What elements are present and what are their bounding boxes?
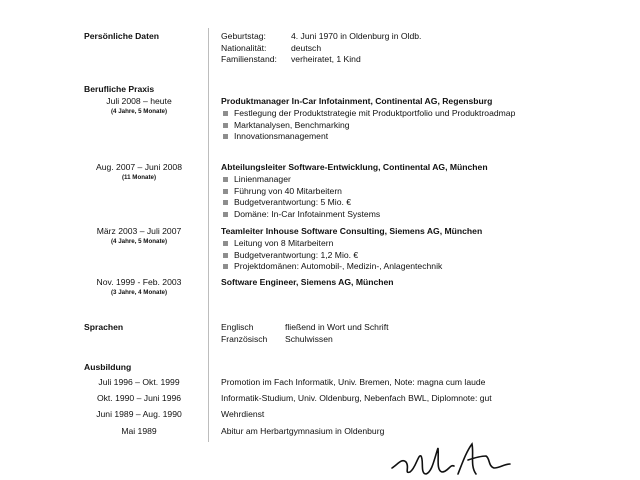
section-title-personal: Persönliche Daten (84, 31, 159, 41)
list-item (221, 186, 561, 198)
job-title: Teamleiter Inhouse Software Consulting, Siemens AG, München (221, 226, 483, 236)
language-name: Englisch (221, 322, 254, 332)
list-item (221, 250, 561, 262)
job-duration: (3 Jahre, 4 Monate) (110, 289, 168, 296)
square-bullet-icon (223, 177, 228, 182)
personal-value: 4. Juni 1970 in Oldenburg in Oldb. (291, 31, 422, 41)
bullet-text: Domäne: In-Car Infotainment Systems (234, 208, 381, 219)
personal-row (221, 31, 421, 43)
signature-icon (388, 434, 528, 480)
bullet-text: Innovationsmanagement (234, 131, 329, 141)
job-date: Juli 2008 – heute (106, 96, 172, 106)
personal-label: Nationalität: (221, 42, 267, 53)
square-bullet-icon (223, 212, 228, 217)
education-date: Okt. 1990 – Juni 1996 (96, 393, 182, 403)
list-item (221, 261, 561, 273)
job-date: Nov. 1999 - Feb. 2003 (96, 277, 182, 287)
bullet-text: Budgetverantwortung: 5 Mio. € (234, 197, 352, 207)
education-date: Mai 1989 (121, 426, 157, 436)
list-item (221, 120, 521, 132)
language-row (221, 322, 389, 334)
list-item (221, 174, 561, 186)
personal-label: Familienstand: (221, 54, 277, 64)
section-title-languages: Sprachen (84, 322, 124, 332)
education-entry: Abitur am Herbartgymnasium in Oldenburg (221, 426, 385, 436)
job-duration: (4 Jahre, 5 Monate) (110, 108, 168, 115)
education-entry: Informatik-Studium, Univ. Oldenburg, Nebenfach BWL, Diplomnote: gut (221, 393, 492, 403)
language-level: fließend in Wort und Schrift (285, 322, 389, 332)
column-divider (208, 28, 209, 442)
personal-label: Geburtstag: (221, 31, 266, 41)
language-name: Französisch (221, 334, 268, 344)
list-item (221, 197, 561, 209)
job-date: Aug. 2007 – Juni 2008 (95, 162, 182, 172)
job-date: März 2003 – Juli 2007 (96, 226, 182, 236)
section-title-education: Ausbildung (84, 362, 132, 372)
bullet-text: Leitung von 8 Mitarbeitern (234, 238, 334, 248)
bullet-text: Führung von 40 Mitarbeitern (234, 185, 342, 196)
language-row (221, 334, 333, 346)
square-bullet-icon (223, 134, 228, 139)
education-date: Juli 1996 – Okt. 1999 (98, 377, 180, 387)
bullet-text: Budgetverantwortung: 1,2 Mio. € (234, 249, 359, 260)
list-item (221, 238, 561, 250)
language-level: Schulwissen (285, 334, 333, 344)
bullet-text: Linienmanager (234, 174, 291, 184)
bullet-text: Marktanalysen, Benchmarking (234, 119, 350, 130)
job-title: Software Engineer, Siemens AG, München (221, 277, 394, 287)
job-duration: (11 Monate) (121, 174, 157, 181)
job-title: Produktmanager In-Car Infotainment, Continental AG, Regensburg (221, 96, 493, 106)
job-title: Abteilungsleiter Software-Entwicklung, Continental AG, München (221, 162, 488, 172)
job-bullet-list (221, 238, 561, 273)
job-duration: (4 Jahre, 5 Monate) (110, 238, 168, 245)
job-bullet-list (221, 174, 561, 220)
bullet-text: Projektdomänen: Automobil-, Medizin-, Anlagentechnik (234, 261, 443, 271)
job-bullet-list (221, 108, 521, 143)
square-bullet-icon (223, 200, 228, 205)
education-entry: Promotion im Fach Informatik, Univ. Bremen, Note: magna cum laude (221, 377, 486, 387)
square-bullet-icon (223, 123, 228, 128)
personal-row (221, 43, 321, 55)
list-item (221, 131, 521, 143)
list-item (221, 108, 521, 120)
personal-row (221, 54, 361, 66)
square-bullet-icon (223, 111, 228, 116)
education-date: Juni 1989 – Aug. 1990 (96, 409, 182, 419)
list-item (221, 209, 561, 221)
square-bullet-icon (223, 241, 228, 246)
square-bullet-icon (223, 253, 228, 258)
square-bullet-icon (223, 189, 228, 194)
personal-value: deutsch (291, 42, 322, 53)
education-entry: Wehrdienst (221, 409, 265, 419)
section-title-experience: Berufliche Praxis (84, 84, 155, 94)
square-bullet-icon (223, 264, 228, 269)
bullet-text: Festlegung der Produktstrategie mit Produktportfolio und Produktroadmap (234, 108, 516, 118)
personal-value: verheiratet, 1 Kind (291, 54, 361, 64)
